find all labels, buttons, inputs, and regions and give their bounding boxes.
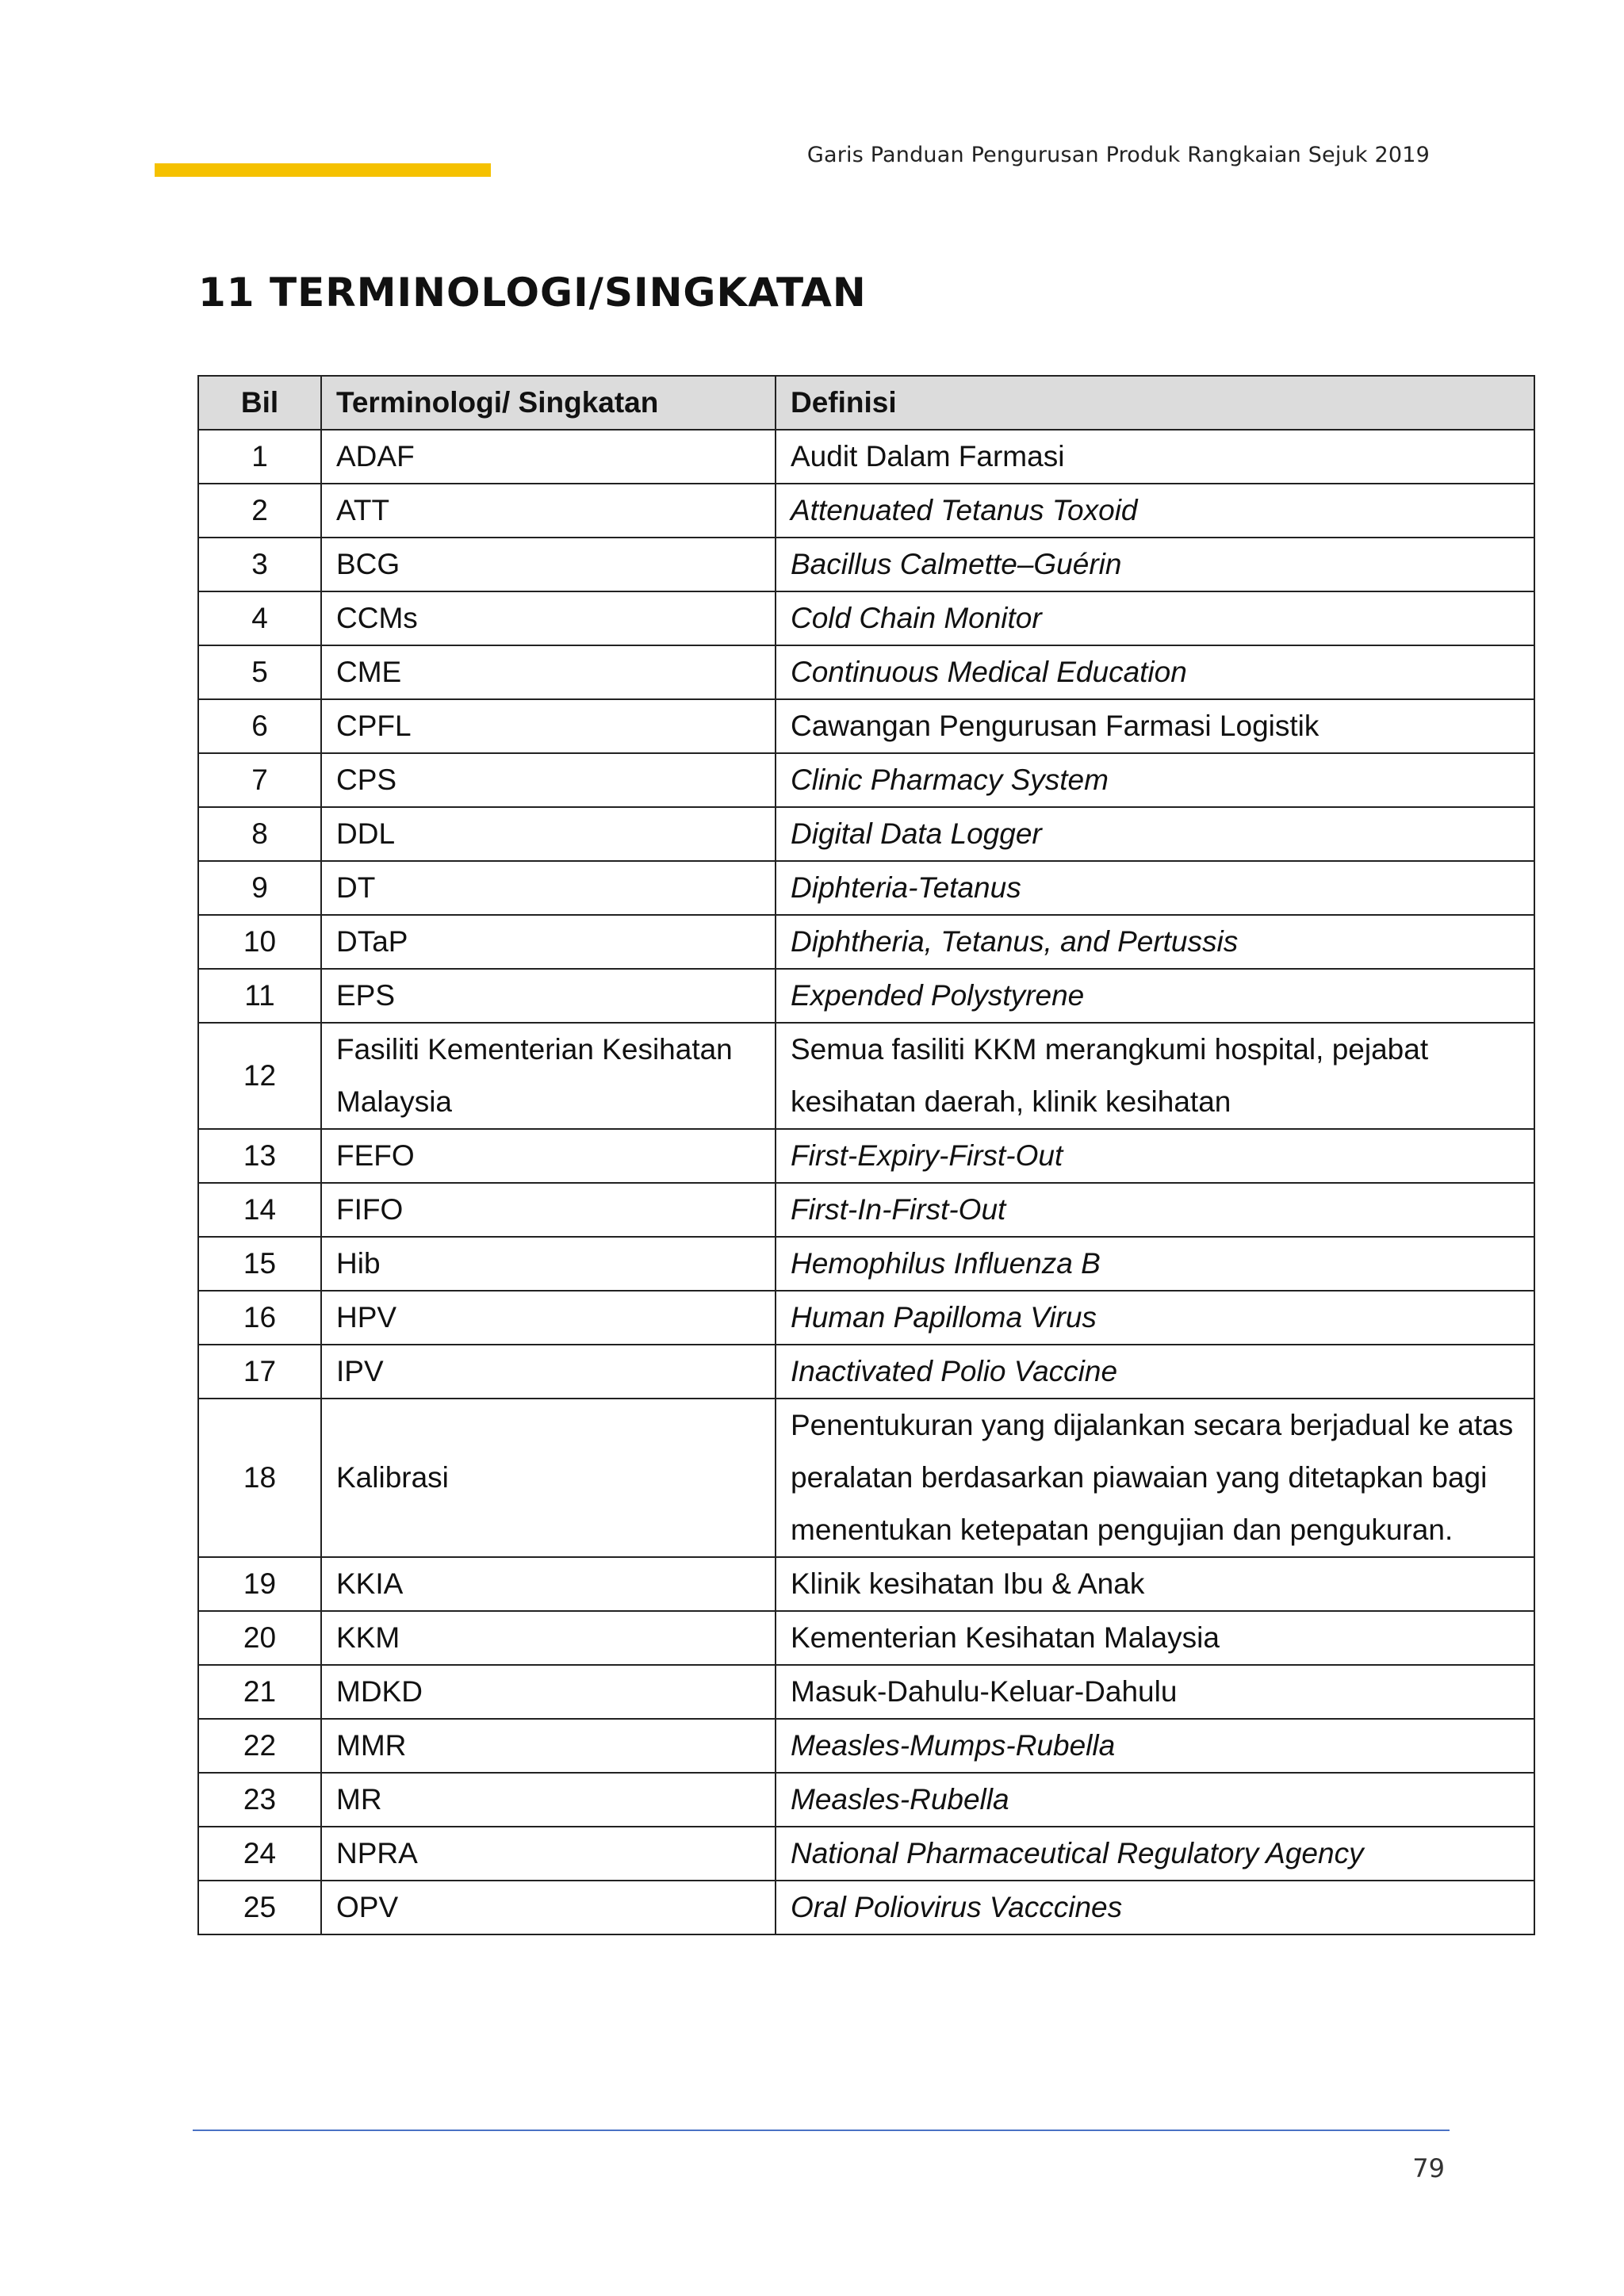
table-row [198,1237,1534,1291]
table-row [198,1665,1534,1719]
row-number: 11 [198,969,321,1023]
definition-cell: Digital Data Logger [776,807,1534,861]
term-cell: CPFL [321,699,776,753]
page-number: 79 [1412,2153,1445,2183]
table-header-row [198,376,1534,430]
definition-cell: Bacillus Calmette–Guérin [776,538,1534,591]
row-number: 8 [198,807,321,861]
definition-cell: Cold Chain Monitor [776,591,1534,645]
column-header-bil: Bil [198,376,321,430]
term-cell: CME [321,645,776,699]
definition-cell: Measles-Mumps-Rubella [776,1719,1534,1773]
definition-cell: First-In-First-Out [776,1183,1534,1237]
row-number: 7 [198,753,321,807]
header-accent-bar [155,163,491,177]
table-row [198,1345,1534,1399]
table-row [198,1291,1534,1345]
definition-cell: Diphteria-Tetanus [776,861,1534,915]
row-number: 20 [198,1611,321,1665]
term-cell: FEFO [321,1129,776,1183]
row-number: 16 [198,1291,321,1345]
definition-cell: Penentukuran yang dijalankan secara berjadual ke atas peralatan berdasarkan piawaian yang ditetapkan bagi menentukan ketepatan pengujian dan pengukuran. [776,1399,1534,1557]
row-number: 14 [198,1183,321,1237]
term-cell: HPV [321,1291,776,1345]
column-header-definition: Definisi [776,376,1534,430]
definition-cell: Expended Polystyrene [776,969,1534,1023]
term-cell: ATT [321,484,776,538]
definition-cell: Masuk-Dahulu-Keluar-Dahulu [776,1665,1534,1719]
definition-cell: Inactivated Polio Vaccine [776,1345,1534,1399]
table-row [198,538,1534,591]
table-row [198,1183,1534,1237]
table-row [198,1129,1534,1183]
term-cell: NPRA [321,1827,776,1881]
table-row [198,645,1534,699]
table-row [198,1827,1534,1881]
table-row [198,1557,1534,1611]
definition-cell: Semua fasiliti KKM merangkumi hospital, pejabat kesihatan daerah, klinik kesihatan [776,1023,1534,1129]
table-row [198,969,1534,1023]
term-cell: BCG [321,538,776,591]
definition-cell: Klinik kesihatan Ibu & Anak [776,1557,1534,1611]
term-cell: KKIA [321,1557,776,1611]
row-number: 25 [198,1881,321,1934]
table-row [198,1611,1534,1665]
term-cell: Hib [321,1237,776,1291]
row-number: 4 [198,591,321,645]
row-number: 17 [198,1345,321,1399]
row-number: 9 [198,861,321,915]
table-body [198,430,1534,1934]
row-number: 5 [198,645,321,699]
row-number: 19 [198,1557,321,1611]
row-number: 22 [198,1719,321,1773]
definition-cell: Audit Dalam Farmasi [776,430,1534,484]
term-cell: CCMs [321,591,776,645]
section-title: 11 TERMINOLOGI/SINGKATAN [198,270,867,316]
table-row [198,484,1534,538]
row-number: 21 [198,1665,321,1719]
term-cell: CPS [321,753,776,807]
row-number: 15 [198,1237,321,1291]
table-header [198,376,1534,430]
term-cell: FIFO [321,1183,776,1237]
table-row [198,915,1534,969]
row-number: 6 [198,699,321,753]
table-row [198,1773,1534,1827]
term-cell: DTaP [321,915,776,969]
table-row [198,807,1534,861]
table-row [198,699,1534,753]
term-cell: Kalibrasi [321,1399,776,1557]
table-row [198,1399,1534,1557]
row-number: 13 [198,1129,321,1183]
definition-cell: Clinic Pharmacy System [776,753,1534,807]
row-number: 10 [198,915,321,969]
term-cell: MR [321,1773,776,1827]
definition-cell: Kementerian Kesihatan Malaysia [776,1611,1534,1665]
definition-cell: Measles-Rubella [776,1773,1534,1827]
term-cell: IPV [321,1345,776,1399]
table-row [198,591,1534,645]
row-number: 2 [198,484,321,538]
table-row [198,861,1534,915]
term-cell: DDL [321,807,776,861]
definition-cell: National Pharmaceutical Regulatory Agency [776,1827,1534,1881]
row-number: 12 [198,1023,321,1129]
footer-rule [193,2130,1450,2131]
column-header-term: Terminologi/ Singkatan [321,376,776,430]
definition-cell: Cawangan Pengurusan Farmasi Logistik [776,699,1534,753]
term-cell: ADAF [321,430,776,484]
term-cell: Fasiliti Kementerian Kesihatan Malaysia [321,1023,776,1129]
table-row [198,1023,1534,1129]
term-cell: OPV [321,1881,776,1934]
definition-cell: Human Papilloma Virus [776,1291,1534,1345]
table-row [198,753,1534,807]
row-number: 18 [198,1399,321,1557]
term-cell: MDKD [321,1665,776,1719]
definition-cell: First-Expiry-First-Out [776,1129,1534,1183]
term-cell: KKM [321,1611,776,1665]
table-row [198,1719,1534,1773]
table-row [198,430,1534,484]
term-cell: EPS [321,969,776,1023]
definition-cell: Continuous Medical Education [776,645,1534,699]
row-number: 23 [198,1773,321,1827]
row-number: 3 [198,538,321,591]
term-cell: DT [321,861,776,915]
definition-cell: Hemophilus Influenza B [776,1237,1534,1291]
terminology-table [197,375,1535,1935]
definition-cell: Attenuated Tetanus Toxoid [776,484,1534,538]
running-header: Garis Panduan Pengurusan Produk Rangkaian Sejuk 2019 [806,143,1430,167]
term-cell: MMR [321,1719,776,1773]
row-number: 24 [198,1827,321,1881]
table-row [198,1881,1534,1934]
definition-cell: Diphtheria, Tetanus, and Pertussis [776,915,1534,969]
row-number: 1 [198,430,321,484]
definition-cell: Oral Poliovirus Vacccines [776,1881,1534,1934]
